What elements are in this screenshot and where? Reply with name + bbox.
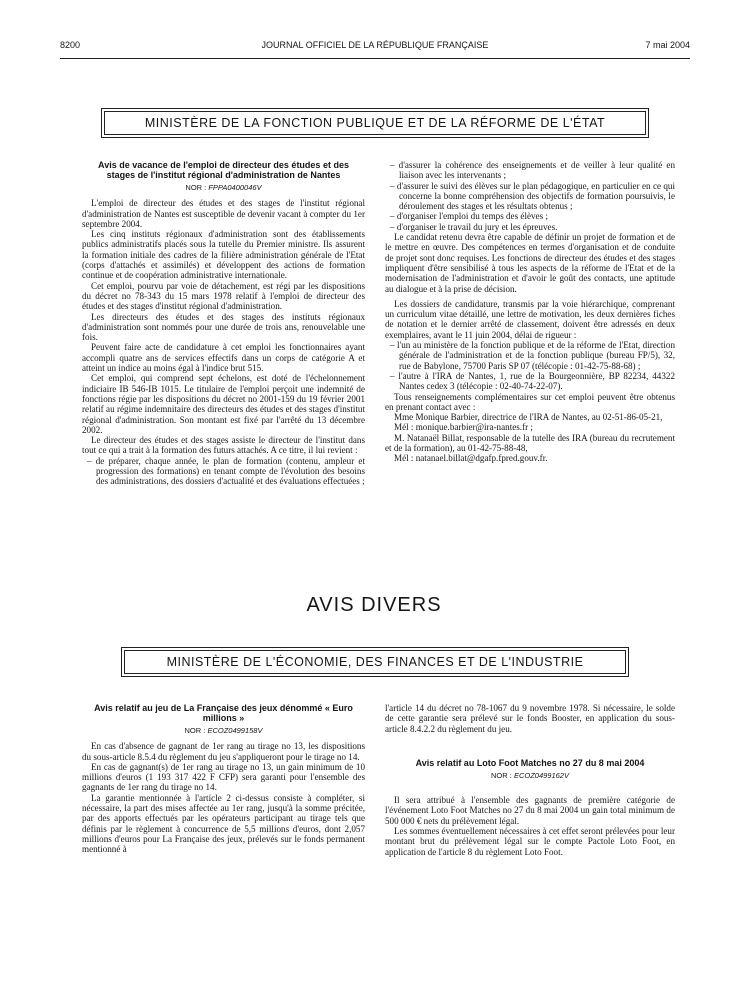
nor-code: FPPA0400046V — [208, 183, 262, 192]
paragraph: Les dossiers de candidature, transmis par la voie hiérarchique, comprenant un curriculum vitae détaillé, une lettre de motivation, les deux dernières fiches de notation et le dernier arrêté de classement, doivent être adressés en deux exemplaires, avant le 11 juin 2004, délai de rigueur : — [385, 298, 675, 340]
duties-list-cont — [385, 160, 675, 232]
article-vacancy-col-left — [82, 160, 365, 487]
list-item: – d'organiser le travail du jury et les épreuves. — [390, 221, 558, 232]
nor-reference: NOR : ECOZ0499158V — [184, 726, 263, 735]
paragraph: Il sera attribué à l'ensemble des gagnants de première catégorie de l'événement Loto Foot Matches no 27 du 8 mai 2004 un gain total minimum de 500 000 € nets du prélèvement légal. — [385, 795, 675, 826]
issue-date: 7 mai 2004 — [645, 40, 690, 50]
list-item: – l'autre à l'IRA de Nantes, 1, rue de la Bourgeonnière, BP 82234, 44322 Nantes cedex 3 (télécopie : 02-40-74-22-07). — [390, 370, 675, 392]
ministry-banner-economie: MINISTÈRE DE L'ÉCONOMIE, DES FINANCES ET DE L'INDUSTRIE — [124, 650, 626, 674]
contact-email: Mél : natanael.billat@dgafp.fpred.gouv.fr. — [394, 453, 548, 464]
contact-email: Mél : monique.barbier@ira-nantes.fr ; — [394, 422, 533, 433]
paragraph: La garantie mentionnée à l'article 2 ci-dessus consiste à compléter, si nécessaire, la part des mises affectée au 1er rang, jusqu'à la somme précitée, par des apports effectués par les opérateurs participant au tirage tels que définis par le règlement à concurrence de 5,5 millions d'euros, dont 2,057 millions d'euros pour La Française des jeux, prélevés sur le fonds permanent mentionné à — [82, 792, 365, 855]
paragraph-continued: l'article 14 du décret no 78-1067 du 9 novembre 1978. Si nécessaire, le solde de cette garantie sera prélevé sur le fonds Booster, en application du sous-article 8.4.2.2 du règlement du jeu. — [385, 703, 675, 734]
list-item: – de préparer, chaque année, le plan de formation (contenu, ampleur et progression des formations) en tenant compte de l'évolution des besoins des administrations, des dossiers d'actualité et des évaluations effectuées ; — [87, 455, 365, 487]
running-header — [60, 40, 690, 54]
paragraph: Cet emploi, pourvu par voie de détachement, est régi par les dispositions du décret no 78-343 du 15 mars 1978 relatif à l'emploi de directeur des études et des stages d'institut régional d'administration. — [82, 280, 365, 312]
article-title: Avis relatif au Loto Foot Matches no 27 du 8 mai 2004 — [415, 757, 645, 768]
paragraph: Les directeurs des études et des stages des instituts régionaux d'administration sont nommés pour une durée de trois ans, renouvelable une fois. — [82, 311, 365, 343]
nor-reference: NOR : FPPA0400046V — [185, 183, 262, 192]
paragraph: En cas de gagnant(s) de 1er rang au tirage no 13, un gain minimum de 10 millions d'euros (1 193 317 422 F CFP) sera garanti pour l'ensemble des gagnants de 1er rang du tirage no 14. — [82, 761, 365, 793]
paragraph: Le directeur des études et des stages assiste le directeur de l'institut dans tout ce qui a trait à la formation des futurs attachés. A ce titre, il lui revient : — [82, 435, 365, 456]
ministry-banner-fonction-publique: MINISTÈRE DE LA FONCTION PUBLIQUE ET DE LA RÉFORME DE L'ÉTAT — [104, 111, 646, 135]
list-item: – d'assurer le suivi des élèves sur le plan pédagogique, en particulier en ce qui concerne la bonne compréhension des objectifs de formation poursuivis, le déroulement des stages et les résultats obtenus ; — [390, 180, 675, 212]
paragraph: Le candidat retenu devra être capable de définir un projet de formation et de le mettre en œuvre. Des compétences en termes d'organisation et de conduite de projet sont donc requises. Les fonctions de directeur des études et des stages impliquent d'être sensibilisé à tous les aspects de la réforme de l'Etat et de la modernisation de l'administration et d'avoir le goût des contacts, une aptitude au dialogue et à la prise de décision. — [385, 232, 675, 294]
paragraph: Les sommes éventuellement nécessaires à cet effet seront prélevées pour leur montant brut du prélèvement légal sur le compte Pactole Loto Foot, en application de l'article 8 du règlement Loto Foot. — [385, 826, 675, 857]
list-item: – l'un au ministère de la fonction publique et de la réforme de l'Etat, direction générale de l'administration et de la fonction publique (bureau FP/5), 32, rue de Babylone, 75700 Paris SP 07 (télécopie : 01-42-75-88-68) ; — [390, 340, 675, 371]
article-vacancy-col-right — [385, 160, 675, 464]
paragraph: En cas d'absence de gagnant de 1er rang au tirage no 13, les dispositions du sous-article 8.5.4 du règlement du jeu s'appliqueront pour le tirage no 14. — [82, 741, 365, 762]
article-title: Avis de vacance de l'emploi de directeur des études et des stages de l'institut régional d'administration de Nantes — [98, 160, 349, 180]
paragraph: Les cinq instituts régionaux d'administration sont des établissements publics administratifs placés sous la tutelle du Premier ministre. Ils assurent la formation initiale des cadres de la filière administration générale de l'Etat (corps d'attachés et assimilés) et développent des actions de formation continue et de coopération administrative internationale. — [82, 229, 365, 281]
article-loto-foot-column — [385, 703, 675, 857]
list-item: – d'organiser l'emploi du temps des élèves ; — [390, 211, 548, 222]
contact-line: M. Natanaël Billat, responsable de la tutelle des IRA (bureau du recrutement et de la formation), au 01-42-75-88-48, — [385, 432, 675, 454]
nor-code: ECOZ0499162V — [513, 770, 569, 780]
nor-reference: NOR : ECOZ0499162V — [491, 770, 569, 780]
page-number: 8200 — [60, 40, 81, 50]
article-title: Avis relatif au jeu de La Française des jeux dénommé « Euro millions » — [94, 703, 353, 723]
section-heading: AVIS DIVERS — [306, 594, 442, 616]
list-item: – d'assurer la cohérence des enseignements et de veiller à leur qualité en liaison avec les intervenants ; — [390, 160, 675, 181]
journal-title: JOURNAL OFFICIEL DE LA RÉPUBLIQUE FRANÇAISE — [261, 40, 489, 50]
paragraph: Cet emploi, qui comprend sept échelons, est doté de l'échelonnement indiciaire IB 546-IB 1015. Le titulaire de l'emploi perçoit une indemnité de fonctions régie par les dispositions du décret no 2001-159 du 19 février 2001 relatif au régime indemnitaire des directeurs des études et des stages d'institut régional d'administration. Son montant est fixé par l'arrêté du 13 décembre 2002. — [82, 373, 365, 435]
paragraph: L'emploi de directeur des études et des stages de l'institut régional d'administration de Nantes est susceptible de devenir vacant à compter du 1er septembre 2004. — [82, 198, 365, 229]
addresses-list — [385, 340, 675, 391]
paragraph: Peuvent faire acte de candidature à cet emploi les fonctionnaires ayant accompli quatre ans de services effectifs dans un corps de catégorie A et atteint un indice au moins égal à l'indice brut 515. — [82, 342, 365, 374]
nor-code: ECOZ0499158V — [207, 726, 263, 735]
article-euro-millions — [82, 703, 365, 855]
contact-line: Mme Monique Barbier, directrice de l'IRA de Nantes, au 02-51-86-05-21, — [394, 412, 663, 423]
duties-list — [82, 456, 365, 487]
header-rule — [60, 58, 690, 59]
paragraph: Tous renseignements complémentaires sur cet emploi peuvent être obtenus en prenant contact avec : — [385, 391, 675, 412]
